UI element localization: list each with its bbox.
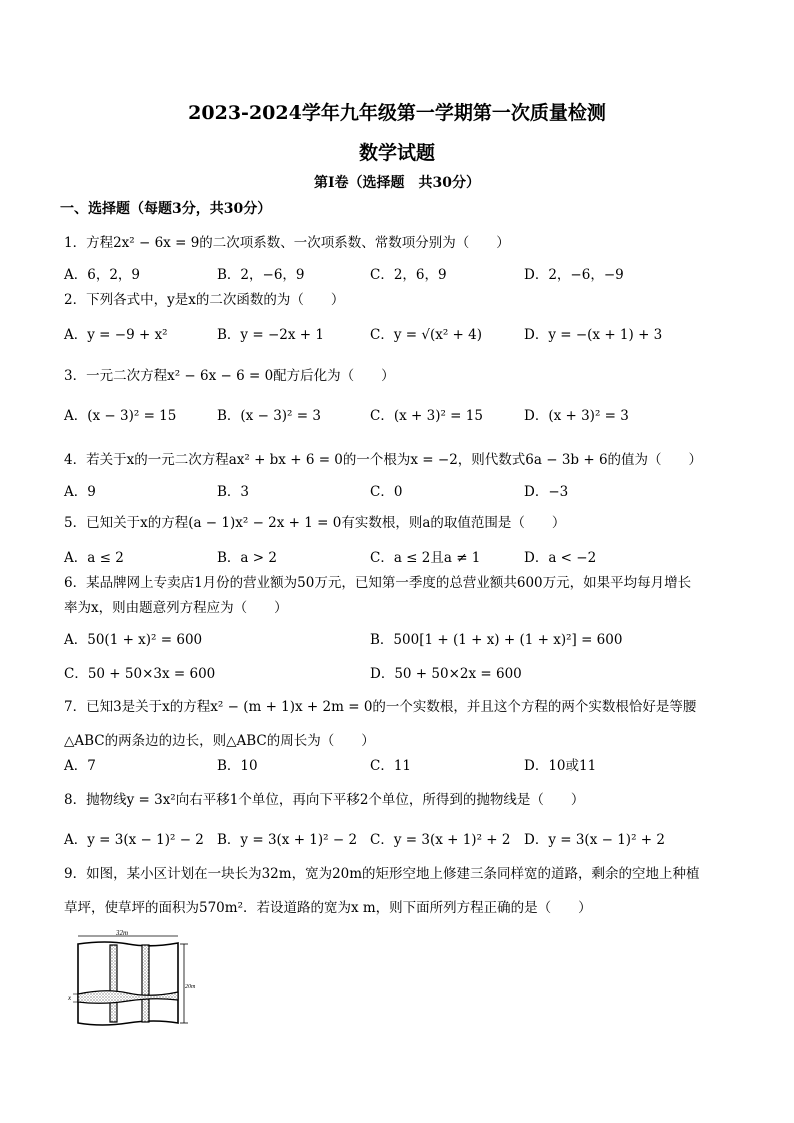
question-6-stem: 6．某品牌网上专卖店1月份的营业额为50万元，已知第一季度的总营业额共600万元，如果平均每月增长: [64, 575, 692, 591]
question-7-stem-cont: △ABC的两条边的边长，则△ABC的周长为（ ）: [64, 733, 375, 749]
question-7-option-b: B．10: [217, 758, 258, 774]
question-6-option-d: D．50 + 50×2x = 600: [370, 666, 522, 682]
question-2-option-c: C．y = √(x² + 4): [370, 327, 482, 343]
question-7-option-d: D．10或11: [524, 758, 597, 774]
question-1-option-c: C．2，6，9: [370, 267, 447, 283]
question-3-option-a: A．(x − 3)² = 15: [64, 408, 177, 424]
section-header: 一、选择题（每题3分，共30分）: [60, 201, 272, 217]
road-diagram-figure: [66, 930, 206, 1030]
question-7-stem: 7．已知3是关于x的方程x² − (m + 1)x + 2m = 0的一个实数根，并且这个方程的两个实数根恰好是等腰: [64, 699, 697, 715]
question-1-option-d: D．2，−6，−9: [524, 267, 624, 283]
question-1-option-a: A．6，2，9: [64, 267, 141, 283]
question-3-option-d: D．(x + 3)² = 3: [524, 408, 629, 424]
exam-title: 2023-2024学年九年级第一学期第一次质量检测: [188, 102, 606, 124]
question-7-option-a: A．7: [64, 758, 96, 774]
question-4-option-d: D．−3: [524, 484, 569, 500]
question-1-option-b: B．2，−6，9: [217, 267, 305, 283]
width-label: 20m: [185, 984, 196, 990]
question-8-option-c: C．y = 3(x + 1)² + 2: [370, 832, 511, 848]
question-4-option-b: B．3: [217, 484, 250, 500]
question-7-option-c: C．11: [370, 758, 412, 774]
question-5-option-b: B．a > 2: [217, 550, 277, 566]
question-5-option-d: D．a < −2: [524, 550, 597, 566]
question-4-stem: 4．若关于x的一元二次方程ax² + bx + 6 = 0的一个根为x = −2，则代数式6a − 3b + 6的值为（ ）: [64, 452, 703, 468]
question-5-option-a: A．a ≤ 2: [64, 550, 124, 566]
lot-outline: [78, 942, 178, 1025]
question-6-stem-cont: 率为x，则由题意列方程应为（ ）: [64, 600, 288, 616]
question-8-stem: 8．抛物线y = 3x²向右平移1个单位，再向下平移2个单位，所得到的抛物线是（ ）: [64, 792, 585, 808]
question-3-stem: 3．一元二次方程x² − 6x − 6 = 0配方后化为（ ）: [64, 368, 395, 384]
vertical-road-1: [110, 945, 117, 1022]
question-4-option-a: A．9: [64, 484, 96, 500]
question-2-option-b: B．y = −2x + 1: [217, 327, 324, 343]
question-9-stem-cont: 草坪，使草坪的面积为570m²．若设道路的宽为x m，则下面所列方程正确的是（ ）: [64, 900, 592, 916]
road-width-label: x: [68, 994, 72, 1002]
question-1-stem: 1．方程2x² − 6x = 9的二次项系数、一次项系数、常数项分别为（ ）: [64, 235, 510, 251]
question-6-option-a: A．50(1 + x)² = 600: [64, 632, 203, 648]
length-label: 32m: [116, 930, 129, 937]
volume-title: 第Ⅰ卷（选择题 共30分）: [313, 175, 481, 191]
question-4-option-c: C．0: [370, 484, 403, 500]
question-6-option-b: B．500[1 + (1 + x) + (1 + x)²] = 600: [370, 632, 623, 648]
exam-subtitle: 数学试题: [358, 142, 435, 164]
question-3-option-c: C．(x + 3)² = 15: [370, 408, 483, 424]
vertical-road-2: [142, 945, 149, 1022]
question-5-option-c: C．a ≤ 2且a ≠ 1: [370, 550, 481, 566]
question-2-option-d: D．y = −(x + 1) + 3: [524, 327, 663, 343]
question-3-option-b: B．(x − 3)² = 3: [217, 408, 321, 424]
question-2-option-a: A．y = −9 + x²: [64, 327, 168, 343]
question-8-option-b: B．y = 3(x + 1)² − 2: [217, 832, 358, 848]
question-6-option-c: C．50 + 50×3x = 600: [64, 666, 216, 682]
question-8-option-a: A．y = 3(x − 1)² − 2: [64, 832, 204, 848]
question-2-stem: 2．下列各式中，y是x的二次函数的为（ ）: [64, 292, 345, 308]
question-5-stem: 5．已知关于x的方程(a − 1)x² − 2x + 1 = 0有实数根，则a的取值范围是（ ）: [64, 515, 566, 531]
question-9-stem: 9．如图，某小区计划在一块长为32m，宽为20m的矩形空地上修建三条同样宽的道路，剩余的空地上种植: [64, 866, 700, 882]
question-8-option-d: D．y = 3(x − 1)² + 2: [524, 832, 665, 848]
